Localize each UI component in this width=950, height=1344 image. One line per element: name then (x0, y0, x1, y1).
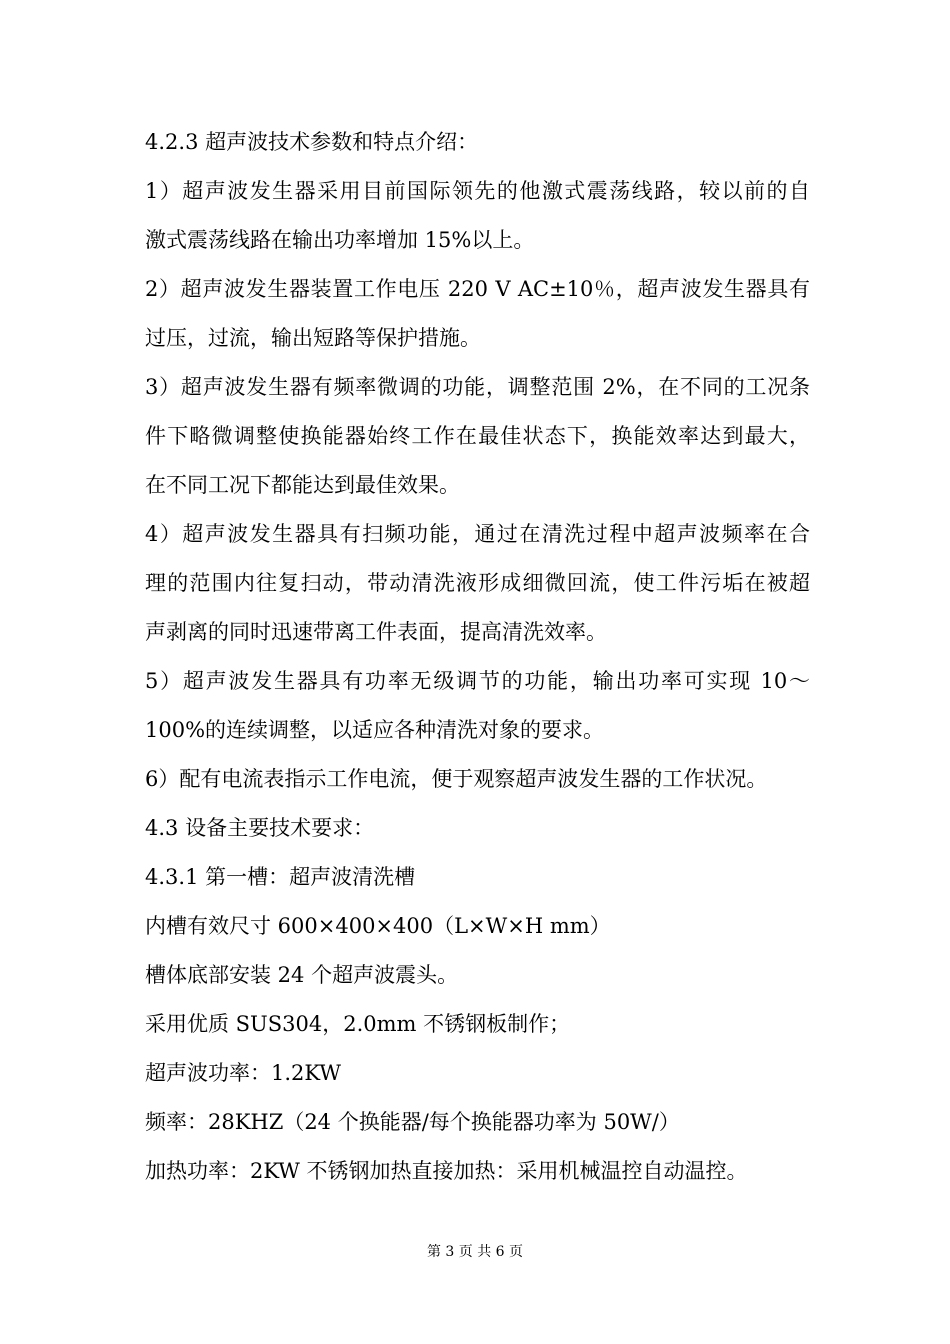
spec-line: 采用优质 SUS304，2.0mm 不锈钢板制作； (145, 1012, 571, 1036)
spec-line: 加热功率：2KW 不锈钢加热直接加热：采用机械温控自动温控。 (145, 1159, 748, 1183)
paragraph-line: 3）超声波发生器有频率微调的功能，调整范围 2%，在不同的工况条 (145, 375, 810, 399)
spec-line: 超声波功率：1.2KW (145, 1061, 341, 1085)
paragraph-line: 4）超声波发生器具有扫频功能，通过在清洗过程中超声波频率在合 (145, 522, 810, 546)
paragraph-line: 在不同工况下都能达到最佳效果。 (145, 473, 460, 497)
paragraph-line: 声剥离的同时迅速带离工件表面，提高清洗效率。 (145, 620, 607, 644)
section-heading-4-3: 4.3 设备主要技术要求： (145, 816, 375, 840)
paragraph-line: 1）超声波发生器采用目前国际领先的他激式震荡线路，较以前的自 (145, 179, 810, 203)
paragraph-line: 2）超声波发生器装置工作电压 220 V AC±10％，超声波发生器具有 (145, 277, 810, 301)
section-heading-4-2-3: 4.2.3 超声波技术参数和特点介绍： (145, 130, 479, 154)
spec-line: 槽体底部安装 24 个超声波震头。 (145, 963, 459, 987)
paragraph-line: 激式震荡线路在输出功率增加 15%以上。 (145, 228, 535, 252)
paragraph-line: 理的范围内往复扫动，带动清洗液形成细微回流，使工件污垢在被超 (145, 571, 810, 595)
paragraph-line: 件下略微调整使换能器始终工作在最佳状态下，换能效率达到最大， (145, 424, 810, 448)
paragraph-line: 过压，过流，输出短路等保护措施。 (145, 326, 481, 350)
spec-line: 内槽有效尺寸 600×400×400（L×W×H mm） (145, 914, 611, 938)
paragraph-line: 100%的连续调整，以适应各种清洗对象的要求。 (145, 718, 605, 742)
page-number-footer: 第 3 页 共 6 页 (426, 1244, 524, 1260)
page-body (145, 118, 810, 1196)
spec-line: 频率：28KHZ（24 个换能器/每个换能器功率为 50W/） (145, 1110, 680, 1134)
paragraph-line: 6）配有电流表指示工作电流，便于观察超声波发生器的工作状况。 (145, 767, 768, 791)
section-heading-4-3-1: 4.3.1 第一槽：超声波清洗槽 (145, 865, 416, 889)
paragraph-line: 5）超声波发生器具有功率无级调节的功能，输出功率可实现 10～ (145, 669, 810, 693)
